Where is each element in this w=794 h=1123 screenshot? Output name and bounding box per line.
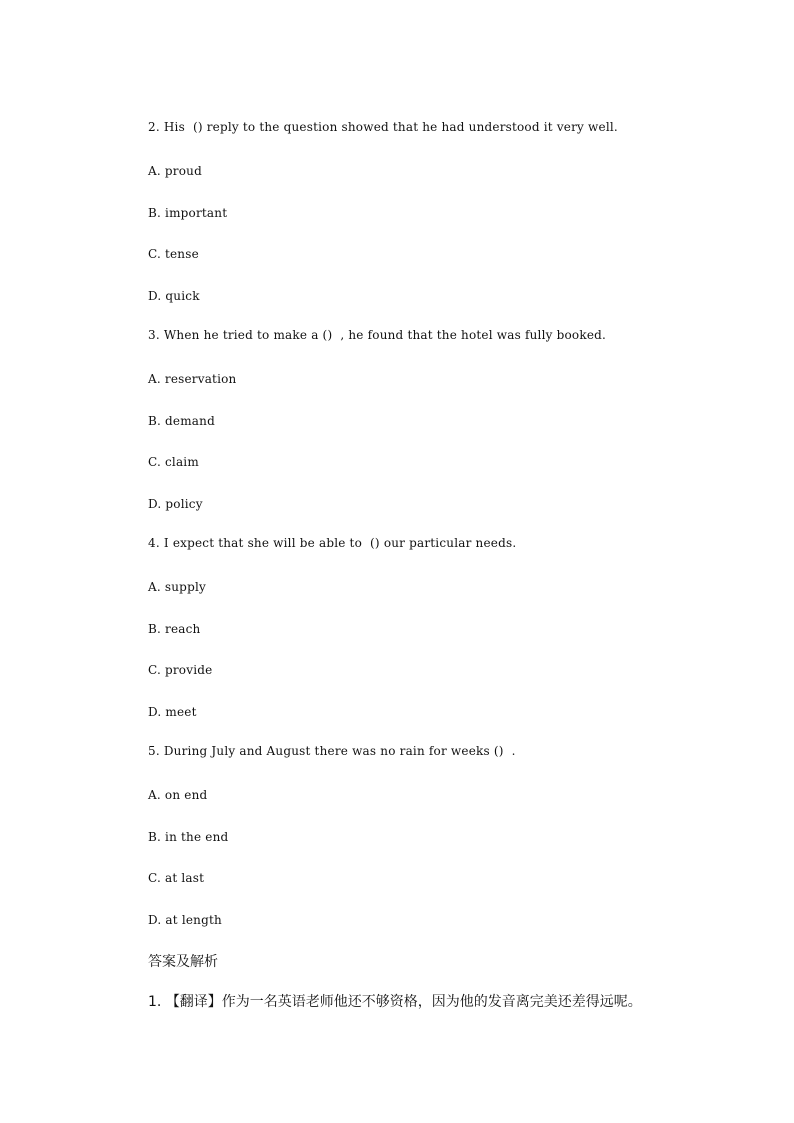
question-3-option-a: A. reservation (148, 372, 237, 386)
question-4-option-b: B. reach (148, 622, 201, 636)
question-3-option-c: C. claim (148, 455, 199, 469)
question-3-option-d: D. policy (148, 497, 203, 511)
question-4-option-c: C. provide (148, 663, 213, 677)
question-4-stem: 4. I expect that she will be able to () our particular needs. (148, 536, 517, 550)
question-5-option-d: D. at length (148, 913, 222, 927)
answer-1-translation: 1. 【翻译】作为一名英语老师他还不够资格，因为他的发音离完美还差得远呢。 (148, 994, 642, 1010)
question-2-option-b: B. important (148, 206, 228, 220)
question-2-option-c: C. tense (148, 247, 199, 261)
question-3-stem: 3. When he tried to make a () , he found that the hotel was fully booked. (148, 328, 607, 342)
question-4-option-a: A. supply (148, 580, 206, 594)
question-2-stem: 2. His () reply to the question showed that he had understood it very well. (148, 120, 618, 134)
question-5-stem: 5. During July and August there was no rain for weeks () . (148, 744, 516, 758)
question-2-option-d: D. quick (148, 289, 200, 303)
answers-heading: 答案及解析 (148, 954, 218, 970)
question-5-option-c: C. at last (148, 871, 205, 885)
question-3-option-b: B. demand (148, 414, 215, 428)
question-5-option-b: B. in the end (148, 830, 229, 844)
question-5-option-a: A. on end (148, 788, 208, 802)
question-4-option-d: D. meet (148, 705, 197, 719)
question-2-option-a: A. proud (148, 164, 202, 178)
